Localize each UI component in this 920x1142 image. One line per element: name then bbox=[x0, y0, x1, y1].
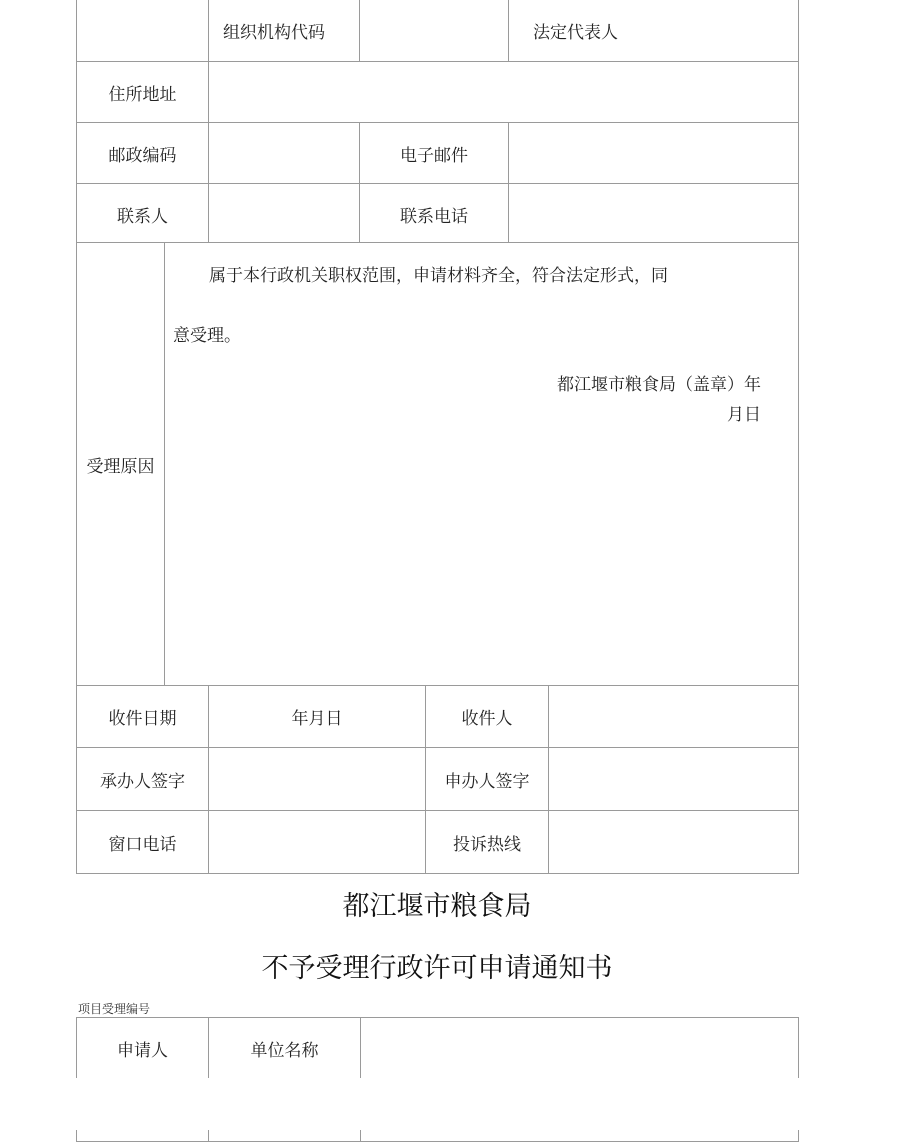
email-label: 电子邮件 bbox=[360, 123, 509, 184]
phone-label: 联系电话 bbox=[360, 184, 509, 246]
legal-rep-label: 法定代表人 bbox=[509, 0, 799, 62]
receive-date-label: 收件日期 bbox=[77, 686, 209, 748]
seal-text: 都江堰市粮食局（盖章）年 bbox=[557, 375, 761, 395]
notice-title: 不予受理行政许可申请通知书 bbox=[261, 953, 613, 984]
reason-label: 受理原因 bbox=[77, 243, 165, 686]
window-phone-label: 窗口电话 bbox=[77, 811, 209, 874]
org-code-field[interactable] bbox=[360, 0, 509, 62]
org-code-label: 组织机构代码 bbox=[209, 0, 360, 62]
page-bottom-mask bbox=[0, 1078, 920, 1130]
acceptance-reason-table bbox=[76, 242, 799, 686]
notice-org: 都江堰市粮食局 bbox=[342, 891, 532, 922]
address-field[interactable] bbox=[209, 62, 799, 123]
receiver-label: 收件人 bbox=[426, 686, 549, 748]
complaint-field[interactable] bbox=[549, 811, 799, 874]
complaint-label: 投诉热线 bbox=[426, 811, 549, 874]
email-field[interactable] bbox=[509, 123, 799, 184]
receive-date-field[interactable]: 年月日 bbox=[209, 686, 426, 748]
unit-name-label: 单位名称 bbox=[209, 1018, 361, 1080]
window-phone-field[interactable] bbox=[209, 811, 426, 874]
postcode-label: 邮政编码 bbox=[77, 123, 209, 184]
unit-name-field[interactable] bbox=[361, 1018, 799, 1080]
seal-date: 月日 bbox=[727, 405, 761, 425]
handler-sign-field[interactable] bbox=[209, 748, 426, 811]
applicant-label: 申请人 bbox=[77, 1018, 209, 1080]
receipt-table bbox=[76, 685, 799, 874]
phone-field[interactable] bbox=[509, 184, 799, 246]
contact-field[interactable] bbox=[209, 184, 360, 246]
applicant-sign-label: 申办人签字 bbox=[426, 748, 549, 811]
reason-body bbox=[165, 243, 799, 686]
handler-sign-label: 承办人签字 bbox=[77, 748, 209, 811]
address-label: 住所地址 bbox=[77, 62, 209, 123]
reason-text-line2: 意受理。 bbox=[173, 326, 241, 346]
contact-label: 联系人 bbox=[77, 184, 209, 246]
postcode-field[interactable] bbox=[209, 123, 360, 184]
reason-text-line1: 属于本行政机关职权范围，申请材料齐全，符合法定形式，同 bbox=[209, 266, 668, 286]
applicant-sign-field[interactable] bbox=[549, 748, 799, 811]
project-no-label: 项目受理编号 bbox=[78, 1002, 151, 1016]
receiver-field[interactable] bbox=[549, 686, 799, 748]
applicant-info-table bbox=[76, 0, 799, 246]
blank-cell bbox=[77, 0, 209, 62]
